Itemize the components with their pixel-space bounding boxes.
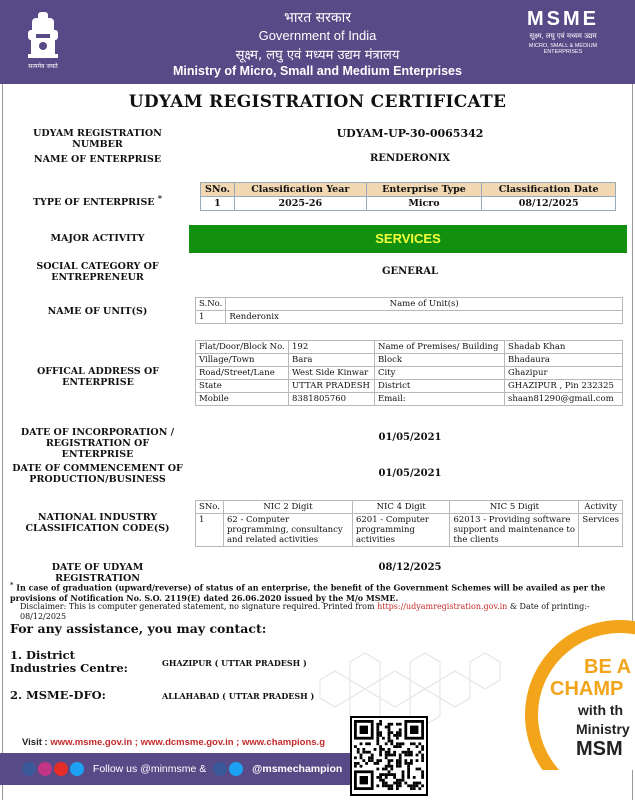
type-col-sno: SNo. [201, 183, 235, 197]
address-city-label: City [375, 367, 505, 380]
msme-tag-english: MICRO, SMALL & MEDIUM ENTERPRISES [528, 43, 598, 55]
address-block-label: Block [375, 354, 505, 367]
header-banner [0, 0, 635, 84]
follow-bar [0, 753, 355, 785]
type-col-type: Enterprise Type [366, 183, 482, 197]
qr-code [350, 716, 428, 796]
table-row [196, 380, 623, 393]
msme-logo [515, 8, 611, 55]
commencement-label: DATE OF COMMENCEMENT OF PRODUCTION/BUSINESS [12, 463, 183, 485]
dfo-value: ALLAHABAD ( UTTAR PRADESH ) [162, 691, 315, 701]
address-city-value: Ghazipur [505, 367, 623, 380]
address-flat-value: 192 [289, 341, 375, 354]
table-row [196, 514, 623, 547]
enterprise-name-value: RENDERONIX [370, 153, 450, 164]
units-cell-name: Renderonix [226, 311, 623, 324]
table-row [196, 311, 623, 324]
incorporation-label: DATE OF INCORPORATION / REGISTRATION OF ENTERPRISE [20, 427, 175, 460]
gov-hindi-title: भारत सरकार [284, 10, 351, 26]
address-district-value: GHAZIPUR , Pin 232325 [505, 380, 623, 393]
address-district-label: District [375, 380, 505, 393]
disclaimer-text-before: Disclaimer: This is computer generated statement, no signature required. Printed from [20, 602, 378, 611]
twitter-icon[interactable] [70, 762, 84, 776]
type-col-year: Classification Year [234, 183, 366, 197]
address-road-value: West Side Kinwar [289, 367, 375, 380]
nic-cell-5digit: 62013 - Providing software support and maintenance to the clients [450, 514, 579, 547]
reg-number-value: UDYAM-UP-30-0065342 [336, 127, 484, 140]
msme-brand: MSME [527, 8, 599, 30]
emblem-caption: सत्यमेव जयते [28, 63, 58, 70]
units-col-sno: S.No. [196, 298, 226, 311]
type-col-date: Classification Date [482, 183, 616, 197]
nic-table-header [196, 501, 623, 514]
enterprise-type-table [200, 182, 616, 211]
address-road-label: Road/Street/Lane [196, 367, 289, 380]
champions-promo [500, 620, 635, 770]
address-mobile-label: Mobile [196, 393, 289, 406]
udyam-date-label: DATE OF UDYAM REGISTRATION [51, 562, 144, 584]
units-table-header [196, 298, 623, 311]
address-premises-value: Shadab Khan [505, 341, 623, 354]
facebook-icon[interactable] [213, 762, 227, 776]
enterprise-type-label [10, 193, 185, 208]
visit-links [0, 733, 355, 753]
follow-handle-minmsme: Follow us @minmsme & [92, 763, 207, 775]
address-village-label: Village/Town [196, 354, 289, 367]
type-cell-date: 08/12/2025 [482, 197, 616, 211]
follow-handle-champions: @msmechampion [252, 763, 343, 775]
enterprise-name-label: NAME OF ENTERPRISE [33, 154, 162, 165]
promo-line-1: BE A [584, 656, 632, 678]
type-cell-sno: 1 [201, 197, 235, 211]
nic-col-5digit: NIC 5 Digit [450, 501, 579, 514]
nic-cell-activity: Services [579, 514, 623, 547]
address-village-value: Bara [289, 354, 375, 367]
nic-col-sno: SNo. [196, 501, 224, 514]
address-email-label: Email: [375, 393, 505, 406]
units-label: NAME OF UNIT(S) [47, 306, 148, 317]
disclaimer [20, 602, 630, 622]
reg-number-label: UDYAM REGISTRATION NUMBER [33, 128, 162, 150]
address-block-value: Bhadaura [505, 354, 623, 367]
footnote-text: In case of graduation (upward/reverse) of status of an enterprise, the benefit of the Government Schemes will be availed as per the provisions of Notification No. S.O. 2119(E) dated 26.06.2020 issued by the M/o MSME. [10, 582, 606, 603]
promo-line-4: Ministry [576, 721, 630, 737]
udyam-date-value: 08/12/2025 [378, 562, 442, 573]
address-label: OFFICAL ADDRESS OF ENTERPRISE [37, 366, 159, 388]
youtube-icon[interactable] [54, 762, 68, 776]
disclaimer-text-after: & Date of printing:- 08/12/2025 [20, 602, 590, 621]
dic-value: GHAZIPUR ( UTTAR PRADESH ) [162, 658, 307, 668]
enterprise-type-text: TYPE OF ENTERPRISE [32, 197, 155, 209]
commencement-value: 01/05/2021 [378, 468, 442, 479]
instagram-icon[interactable] [38, 762, 52, 776]
address-table [195, 340, 623, 406]
ministry-english-title: Ministry of Micro, Small and Medium Enterprises [173, 64, 462, 78]
incorporation-value: 01/05/2021 [378, 432, 442, 443]
nic-col-2digit: NIC 2 Digit [223, 501, 352, 514]
facebook-icon[interactable] [22, 762, 36, 776]
nic-col-activity: Activity [579, 501, 623, 514]
type-table-header [201, 183, 616, 197]
units-cell-sno: 1 [196, 311, 226, 324]
table-row [201, 197, 616, 211]
promo-line-2: CHAMP [550, 678, 624, 700]
table-row [196, 341, 623, 354]
address-mobile-value: 8381805760 [289, 393, 375, 406]
footnote-marker: * [10, 581, 14, 589]
assistance-title: For any assistance, you may contact: [10, 621, 267, 636]
visit-links-text[interactable]: www.msme.gov.in ; www.dcmsme.gov.in ; www.champions.g [50, 737, 326, 748]
social-category-value: GENERAL [381, 266, 439, 277]
msme-tag-hindi: सूक्ष्म, लघु एवं मध्यम उद्यम [529, 32, 597, 40]
qr-code-graphic [352, 718, 426, 794]
address-premises-label: Name of Premises/ Building [375, 341, 505, 354]
nic-col-4digit: NIC 4 Digit [352, 501, 449, 514]
table-row [196, 367, 623, 380]
address-state-value: UTTAR PRADESH [289, 380, 375, 393]
units-table [195, 297, 623, 324]
nic-cell-2digit: 62 - Computer programming, consultancy and related activities [223, 514, 352, 547]
dfo-label: 2. MSME-DFO: [10, 688, 106, 702]
address-flat-label: Flat/Door/Block No. [196, 341, 289, 354]
gov-english-title: Government of India [258, 28, 377, 43]
table-row [196, 354, 623, 367]
type-cell-type: Micro [366, 197, 482, 211]
nic-table [195, 500, 623, 547]
nic-label: NATIONAL INDUSTRY CLASSIFICATION CODE(S) [25, 512, 170, 534]
dic-label: 1. District Industries Centre: [10, 648, 128, 675]
units-col-name: Name of Unit(s) [226, 298, 623, 311]
nic-cell-sno: 1 [196, 514, 224, 547]
promo-line-3: with th [578, 702, 624, 718]
enterprise-type-marker: * [157, 194, 163, 203]
twitter-icon[interactable] [229, 762, 243, 776]
social-category-label: SOCIAL CATEGORY OF ENTREPRENEUR [36, 261, 159, 283]
address-email-value: shaan81290@gmail.com [505, 393, 623, 406]
type-cell-year: 2025-26 [234, 197, 366, 211]
ministry-hindi-title: सूक्ष्म, लघु एवं मध्यम उद्यम मंत्रालय [235, 48, 400, 63]
major-activity-label: MAJOR ACTIVITY [50, 233, 145, 244]
table-row [196, 393, 623, 406]
udyam-portal-link[interactable]: https://udyamregistration.gov.in [377, 602, 508, 611]
address-state-label: State [196, 380, 289, 393]
nic-cell-4digit: 6201 - Computer programming activities [352, 514, 449, 547]
visit-label: Visit : [22, 737, 48, 748]
major-activity-value: SERVICES [189, 225, 627, 253]
certificate-title: UDYAM REGISTRATION CERTIFICATE [128, 92, 507, 112]
footnote [10, 580, 628, 603]
promo-line-5: MSM [576, 738, 623, 760]
